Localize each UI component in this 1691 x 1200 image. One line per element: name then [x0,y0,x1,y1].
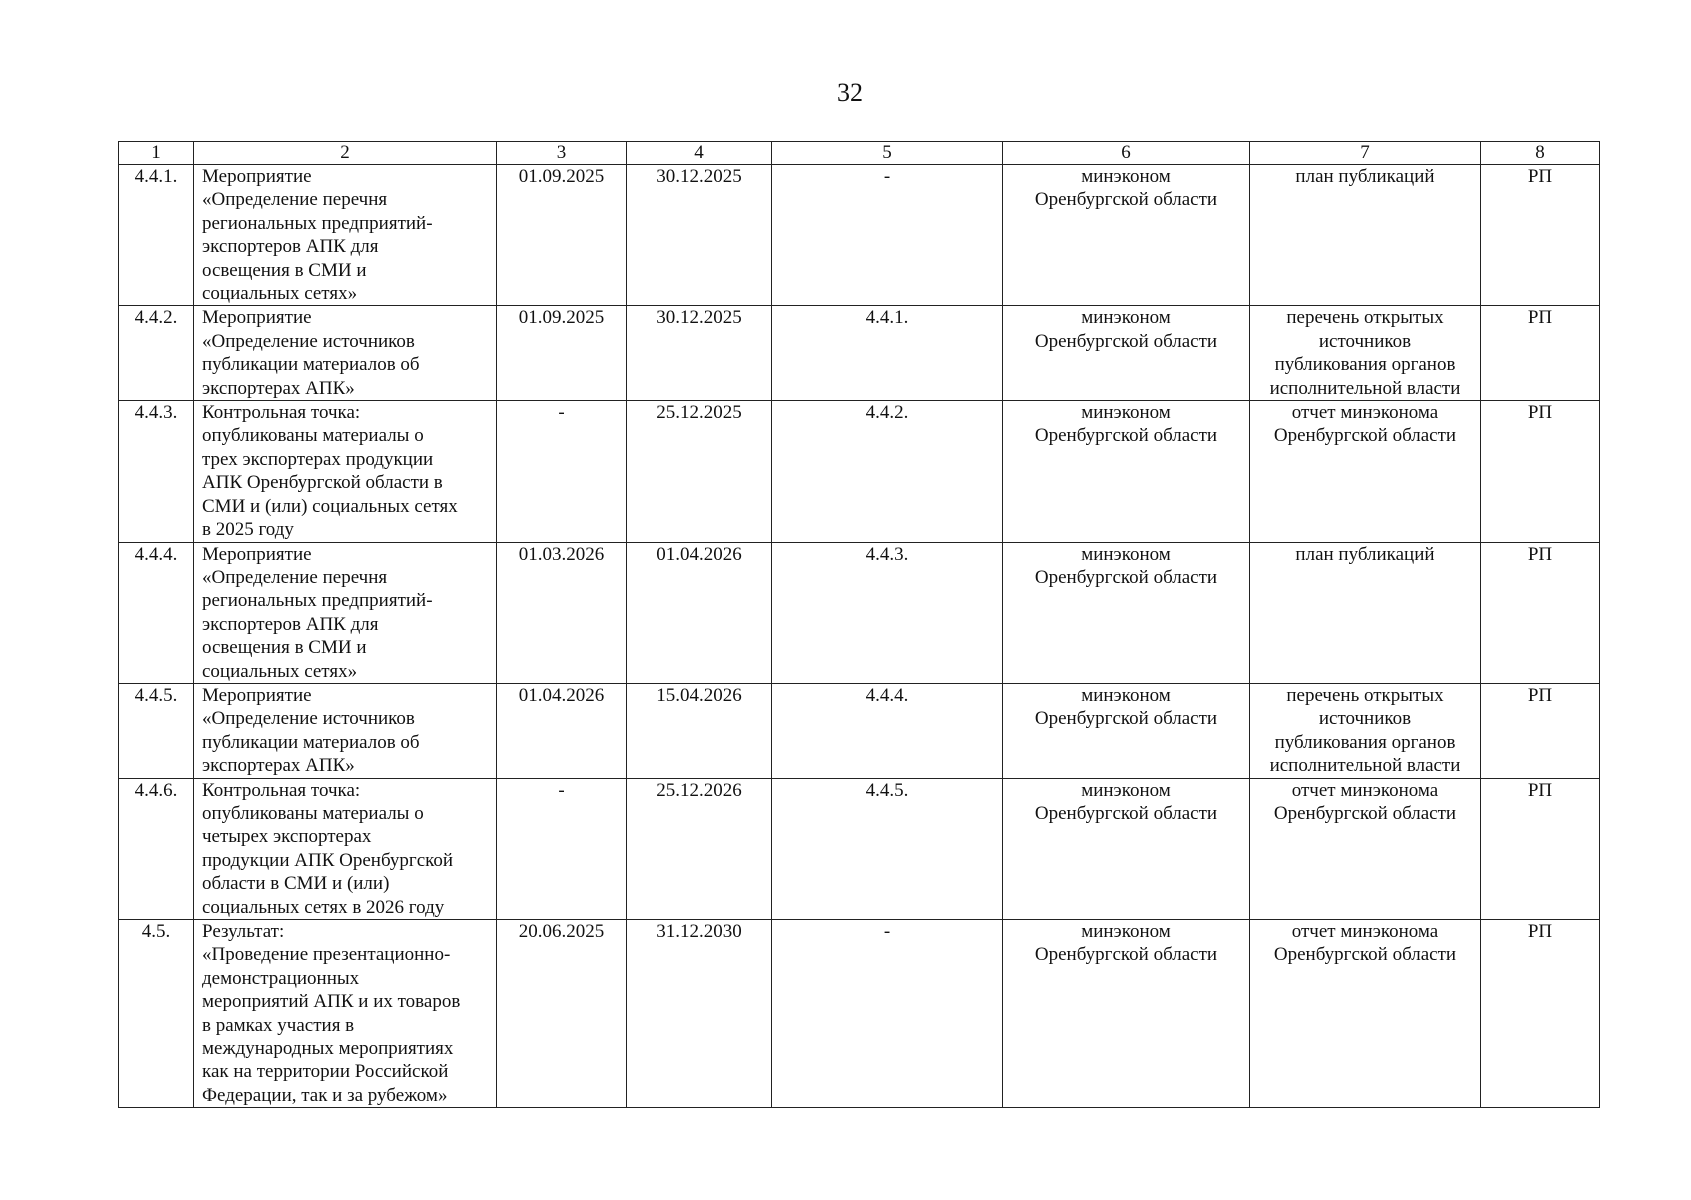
end-date-cell: 25.12.2026 [627,778,772,919]
result-document-cell: отчет минэконома Оренбургской области [1250,778,1481,919]
end-date-cell: 15.04.2026 [627,683,772,778]
predecessor-cell: 4.4.1. [772,306,1003,401]
predecessor-cell: - [772,920,1003,1108]
predecessor-cell: 4.4.4. [772,683,1003,778]
responsible-executor-cell: минэконом Оренбургской области [1003,306,1250,401]
end-date-cell: 01.04.2026 [627,542,772,683]
responsible-executor-cell: минэконом Оренбургской области [1003,683,1250,778]
header-cell: 2 [194,142,497,165]
responsible-executor-cell: минэконом Оренбургской области [1003,778,1250,919]
plan-table [118,141,1600,1108]
row-number-cell: 4.4.3. [119,401,194,542]
predecessor-cell: 4.4.2. [772,401,1003,542]
end-date-cell: 30.12.2025 [627,306,772,401]
row-number-cell: 4.4.4. [119,542,194,683]
predecessor-cell: 4.4.5. [772,778,1003,919]
table-row [119,401,1600,542]
activity-name-cell: Результат: «Проведение презентационно- демонстрационных мероприятий АПК и их товаров в рамках участия в международных мероприятиях как на территории Российской Федерации, так и за рубежом» [194,920,497,1108]
end-date-cell: 25.12.2025 [627,401,772,542]
control-level-cell: РП [1481,683,1600,778]
header-cell: 1 [119,142,194,165]
header-cell: 3 [497,142,627,165]
result-document-cell: перечень открытых источников публикования органов исполнительной власти [1250,683,1481,778]
control-level-cell: РП [1481,165,1600,306]
table-row [119,542,1600,683]
header-cell: 8 [1481,142,1600,165]
start-date-cell: 20.06.2025 [497,920,627,1108]
activity-name-cell: Мероприятие «Определение перечня региональных предприятий- экспортеров АПК для освещения в СМИ и социальных сетях» [194,542,497,683]
table-row [119,920,1600,1108]
start-date-cell: 01.04.2026 [497,683,627,778]
header-cell: 5 [772,142,1003,165]
header-cell: 7 [1250,142,1481,165]
row-number-cell: 4.4.2. [119,306,194,401]
result-document-cell: план публикаций [1250,542,1481,683]
result-document-cell: отчет минэконома Оренбургской области [1250,401,1481,542]
start-date-cell: - [497,401,627,542]
start-date-cell: 01.09.2025 [497,165,627,306]
row-number-cell: 4.4.6. [119,778,194,919]
activity-name-cell: Контрольная точка: опубликованы материалы о четырех экспортерах продукции АПК Оренбургской области в СМИ и (или) социальных сетях в 2026 году [194,778,497,919]
predecessor-cell: 4.4.3. [772,542,1003,683]
page-number: 32 [837,78,863,107]
result-document-cell: план публикаций [1250,165,1481,306]
row-number-cell: 4.4.5. [119,683,194,778]
table-row [119,165,1600,306]
responsible-executor-cell: минэконом Оренбургской области [1003,920,1250,1108]
responsible-executor-cell: минэконом Оренбургской области [1003,401,1250,542]
activity-name-cell: Мероприятие «Определение перечня региональных предприятий- экспортеров АПК для освещения в СМИ и социальных сетях» [194,165,497,306]
table-body [119,165,1600,1108]
start-date-cell: - [497,778,627,919]
table-row [119,683,1600,778]
activity-name-cell: Контрольная точка: опубликованы материалы о трех экспортерах продукции АПК Оренбургской области в СМИ и (или) социальных сетях в 2025 году [194,401,497,542]
header-cell: 4 [627,142,772,165]
start-date-cell: 01.03.2026 [497,542,627,683]
control-level-cell: РП [1481,306,1600,401]
predecessor-cell: - [772,165,1003,306]
result-document-cell: отчет минэконома Оренбургской области [1250,920,1481,1108]
activity-name-cell: Мероприятие «Определение источников публикации материалов об экспортерах АПК» [194,683,497,778]
activity-name-cell: Мероприятие «Определение источников публикации материалов об экспортерах АПК» [194,306,497,401]
table-row [119,778,1600,919]
header-row [119,142,1600,165]
table-row [119,306,1600,401]
row-number-cell: 4.5. [119,920,194,1108]
control-level-cell: РП [1481,542,1600,683]
control-level-cell: РП [1481,920,1600,1108]
row-number-cell: 4.4.1. [119,165,194,306]
end-date-cell: 30.12.2025 [627,165,772,306]
control-level-cell: РП [1481,401,1600,542]
start-date-cell: 01.09.2025 [497,306,627,401]
responsible-executor-cell: минэконом Оренбургской области [1003,165,1250,306]
header-cell: 6 [1003,142,1250,165]
result-document-cell: перечень открытых источников публикования органов исполнительной власти [1250,306,1481,401]
responsible-executor-cell: минэконом Оренбургской области [1003,542,1250,683]
end-date-cell: 31.12.2030 [627,920,772,1108]
control-level-cell: РП [1481,778,1600,919]
